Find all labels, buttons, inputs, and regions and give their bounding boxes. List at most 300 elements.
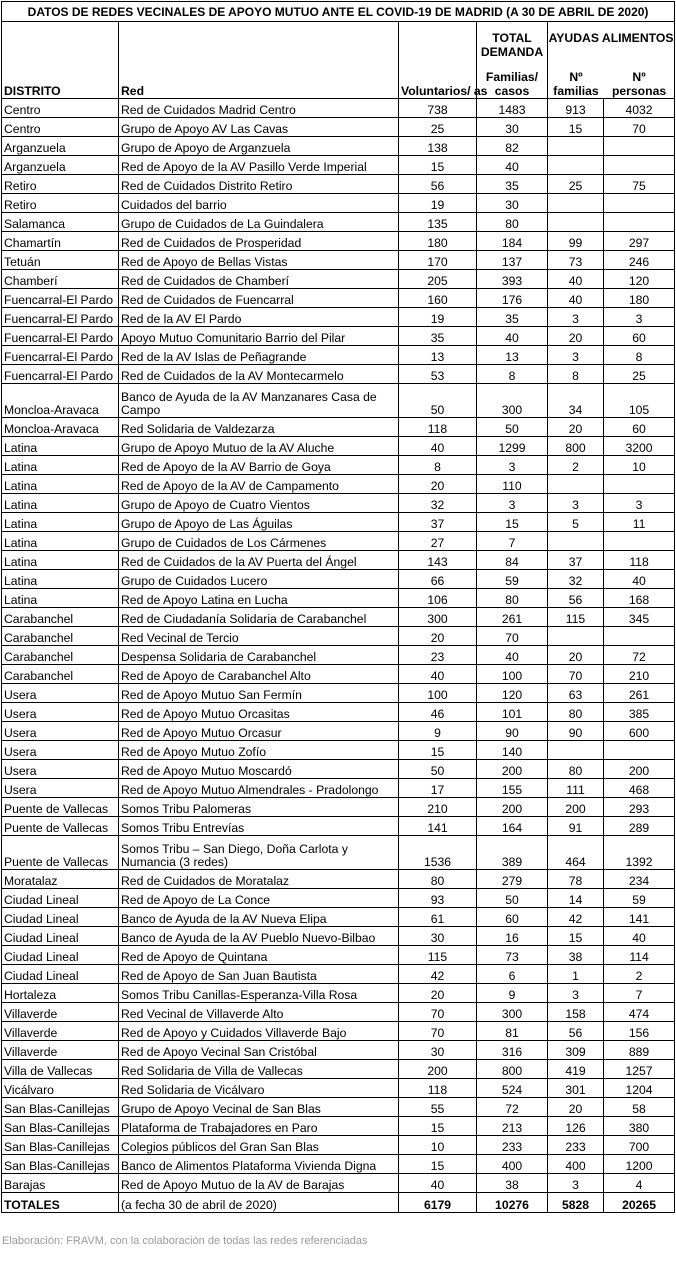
cell-n-personas: 7 (604, 984, 675, 1003)
cell-red: Red de Apoyo de la AV Barrio de Goya (119, 456, 399, 475)
cell-voluntarios: 20 (399, 984, 477, 1003)
cell-distrito: Arganzuela (2, 137, 119, 156)
cell-n-personas (604, 137, 675, 156)
cell-distrito: Moncloa-Aravaca (2, 418, 119, 437)
cell-distrito: Barajas (2, 1174, 119, 1193)
cell-distrito: San Blas-Canillejas (2, 1117, 119, 1136)
cell-n-familias: 400 (548, 1155, 604, 1174)
cell-distrito: Latina (2, 532, 119, 551)
table-row (2, 156, 675, 175)
cell-voluntarios: 37 (399, 513, 477, 532)
header-voluntarios: Voluntarios/ as (399, 22, 477, 99)
cell-distrito: Usera (2, 779, 119, 798)
cell-n-personas: 297 (604, 232, 675, 251)
cell-red: Red de la AV Islas de Peñagrande (119, 346, 399, 365)
cell-red: Red de Cuidados de Prosperidad (119, 232, 399, 251)
cell-voluntarios: 23 (399, 646, 477, 665)
cell-familias-casos: 300 (477, 1003, 548, 1022)
cell-red: Red de la AV El Pardo (119, 308, 399, 327)
table-row (2, 475, 675, 494)
cell-distrito: Carabanchel (2, 627, 119, 646)
cell-familias-casos: 200 (477, 760, 548, 779)
table-row (2, 665, 675, 684)
cell-familias-casos: 137 (477, 251, 548, 270)
cell-n-personas: 120 (604, 270, 675, 289)
cell-n-personas: 1392 (604, 836, 675, 870)
table-row (2, 232, 675, 251)
cell-voluntarios: 70 (399, 1003, 477, 1022)
cell-voluntarios: 13 (399, 346, 477, 365)
cell-distrito: Usera (2, 703, 119, 722)
table-row (2, 532, 675, 551)
cell-n-personas: 141 (604, 908, 675, 927)
cell-familias-casos: 35 (477, 308, 548, 327)
header-distrito: DISTRITO (2, 22, 119, 99)
cell-distrito: Moncloa-Aravaca (2, 384, 119, 418)
cell-n-familias: 3 (548, 494, 604, 513)
cell-n-familias: 200 (548, 798, 604, 817)
cell-n-familias: 913 (548, 99, 604, 118)
table-row (2, 836, 675, 870)
cell-voluntarios: 35 (399, 327, 477, 346)
table-row (2, 1003, 675, 1022)
cell-n-familias (548, 475, 604, 494)
cell-voluntarios: 19 (399, 194, 477, 213)
cell-voluntarios: 15 (399, 741, 477, 760)
cell-red: Red de Apoyo de San Juan Bautista (119, 965, 399, 984)
cell-familias-casos: 9 (477, 984, 548, 1003)
cell-n-personas: 156 (604, 1022, 675, 1041)
table-row (2, 627, 675, 646)
cell-familias-casos: 3 (477, 494, 548, 513)
cell-familias-casos: 73 (477, 946, 548, 965)
cell-red: Red de Apoyo Mutuo Orcasitas (119, 703, 399, 722)
table-row (2, 175, 675, 194)
table-body (2, 99, 675, 1193)
cell-red: Red de Apoyo de La Conce (119, 889, 399, 908)
cell-familias-casos: 279 (477, 870, 548, 889)
header-familias-casos: Familias/ casos (485, 70, 539, 98)
totals-n-personas: 20265 (604, 1193, 675, 1213)
cell-n-familias: 111 (548, 779, 604, 798)
cell-voluntarios: 170 (399, 251, 477, 270)
cell-voluntarios: 9 (399, 722, 477, 741)
cell-distrito: Fuencarral-El Pardo (2, 327, 119, 346)
cell-n-familias: 90 (548, 722, 604, 741)
cell-familias-casos: 72 (477, 1098, 548, 1117)
cell-distrito: Usera (2, 684, 119, 703)
cell-red: Banco de Alimentos Plataforma Vivienda Digna (119, 1155, 399, 1174)
table-row (2, 384, 675, 418)
cell-red: Red Vecinal de Tercio (119, 627, 399, 646)
cell-red: Red de Apoyo de la AV de Campamento (119, 475, 399, 494)
cell-distrito: San Blas-Canillejas (2, 1098, 119, 1117)
cell-n-familias: 800 (548, 437, 604, 456)
cell-n-familias: 3 (548, 308, 604, 327)
cell-voluntarios: 40 (399, 437, 477, 456)
cell-distrito: Vicálvaro (2, 1079, 119, 1098)
cell-familias-casos: 82 (477, 137, 548, 156)
cell-distrito: Centro (2, 99, 119, 118)
cell-familias-casos: 101 (477, 703, 548, 722)
cell-voluntarios: 738 (399, 99, 477, 118)
cell-n-personas: 8 (604, 346, 675, 365)
cell-n-familias: 20 (548, 327, 604, 346)
table-row (2, 1098, 675, 1117)
cell-familias-casos: 38 (477, 1174, 548, 1193)
cell-familias-casos: 30 (477, 194, 548, 213)
cell-distrito: Retiro (2, 194, 119, 213)
cell-red: Grupo de Apoyo de Las Águilas (119, 513, 399, 532)
cell-red: Somos Tribu – San Diego, Doña Carlota y Numancia (3 redes) (119, 836, 399, 870)
table-row (2, 817, 675, 836)
cell-n-familias: 15 (548, 927, 604, 946)
cell-red: Red Solidaria de Valdezarza (119, 418, 399, 437)
totals-note: (a fecha 30 de abril de 2020) (119, 1193, 399, 1213)
header-red: Red (119, 22, 399, 99)
header-ayudas-alimentos-label: AYUDAS ALIMENTOS (548, 31, 674, 45)
cell-n-personas (604, 627, 675, 646)
cell-red: Grupo de Apoyo AV Las Cavas (119, 118, 399, 137)
cell-n-familias: 99 (548, 232, 604, 251)
cell-familias-casos: 50 (477, 889, 548, 908)
cell-n-familias (548, 194, 604, 213)
cell-distrito: Salamanca (2, 213, 119, 232)
cell-red: Red de Ciudadanía Solidaria de Carabanchel (119, 608, 399, 627)
cell-red: Red Vecinal de Villaverde Alto (119, 1003, 399, 1022)
cell-n-personas: 200 (604, 760, 675, 779)
cell-n-personas: 293 (604, 798, 675, 817)
table-row (2, 308, 675, 327)
cell-n-personas: 75 (604, 175, 675, 194)
cell-red: Red de Apoyo de Quintana (119, 946, 399, 965)
cell-n-familias: 56 (548, 1022, 604, 1041)
cell-red: Grupo de Apoyo Vecinal de San Blas (119, 1098, 399, 1117)
cell-n-familias: 63 (548, 684, 604, 703)
table-row (2, 684, 675, 703)
cell-n-personas: 474 (604, 1003, 675, 1022)
cell-voluntarios: 27 (399, 532, 477, 551)
cell-familias-casos: 200 (477, 798, 548, 817)
cell-familias-casos: 30 (477, 118, 548, 137)
cell-n-familias: 37 (548, 551, 604, 570)
cell-n-familias: 3 (548, 346, 604, 365)
cell-n-personas: 3 (604, 494, 675, 513)
cell-familias-casos: 70 (477, 627, 548, 646)
cell-distrito: Chamartín (2, 232, 119, 251)
cell-red: Red de Cuidados de Chamberí (119, 270, 399, 289)
cell-voluntarios: 93 (399, 889, 477, 908)
table-row (2, 798, 675, 817)
header-ayudas-alimentos (548, 22, 675, 99)
cell-voluntarios: 56 (399, 175, 477, 194)
cell-distrito: Villaverde (2, 1022, 119, 1041)
cell-distrito: Usera (2, 722, 119, 741)
cell-voluntarios: 32 (399, 494, 477, 513)
cell-red: Grupo de Apoyo Mutuo de la AV Aluche (119, 437, 399, 456)
table-row (2, 1117, 675, 1136)
cell-red: Banco de Ayuda de la AV Manzanares Casa de Campo (119, 384, 399, 418)
cell-voluntarios: 30 (399, 927, 477, 946)
cell-voluntarios: 1536 (399, 836, 477, 870)
cell-voluntarios: 10 (399, 1136, 477, 1155)
cell-familias-casos: 8 (477, 365, 548, 384)
cell-red: Red de Cuidados de la AV Puerta del Ángel (119, 551, 399, 570)
cell-distrito: Fuencarral-El Pardo (2, 308, 119, 327)
cell-n-familias: 126 (548, 1117, 604, 1136)
table-row (2, 365, 675, 384)
cell-voluntarios: 40 (399, 1174, 477, 1193)
totals-label: TOTALES (2, 1193, 119, 1213)
table-row (2, 1022, 675, 1041)
cell-n-personas: 889 (604, 1041, 675, 1060)
table-row (2, 870, 675, 889)
cell-voluntarios: 200 (399, 1060, 477, 1079)
cell-voluntarios: 118 (399, 418, 477, 437)
cell-voluntarios: 46 (399, 703, 477, 722)
cell-n-familias: 419 (548, 1060, 604, 1079)
cell-familias-casos: 120 (477, 684, 548, 703)
cell-voluntarios: 19 (399, 308, 477, 327)
cell-n-personas: 58 (604, 1098, 675, 1117)
cell-voluntarios: 210 (399, 798, 477, 817)
table-row (2, 1041, 675, 1060)
cell-voluntarios: 138 (399, 137, 477, 156)
table-row (2, 965, 675, 984)
table-row (2, 137, 675, 156)
cell-distrito: Latina (2, 513, 119, 532)
cell-n-personas: 345 (604, 608, 675, 627)
cell-familias-casos: 16 (477, 927, 548, 946)
cell-n-familias: 464 (548, 836, 604, 870)
table-row (2, 589, 675, 608)
cell-n-personas: 40 (604, 570, 675, 589)
cell-n-personas: 180 (604, 289, 675, 308)
cell-n-familias (548, 213, 604, 232)
cell-familias-casos: 176 (477, 289, 548, 308)
totals-n-familias: 5828 (548, 1193, 604, 1213)
cell-red: Somos Tribu Canillas-Esperanza-Villa Rosa (119, 984, 399, 1003)
cell-red: Red de Apoyo Mutuo Orcasur (119, 722, 399, 741)
cell-distrito: Retiro (2, 175, 119, 194)
cell-n-personas: 261 (604, 684, 675, 703)
cell-distrito: Tetuán (2, 251, 119, 270)
cell-red: Banco de Ayuda de la AV Pueblo Nuevo-Bilbao (119, 927, 399, 946)
cell-n-familias: 301 (548, 1079, 604, 1098)
table-row (2, 270, 675, 289)
cell-n-familias: 309 (548, 1041, 604, 1060)
cell-familias-casos: 7 (477, 532, 548, 551)
cell-familias-casos: 90 (477, 722, 548, 741)
cell-distrito: Latina (2, 589, 119, 608)
cell-n-personas: 289 (604, 817, 675, 836)
cell-red: Red Solidaria de Vicálvaro (119, 1079, 399, 1098)
cell-n-familias: 158 (548, 1003, 604, 1022)
caption: Elaboración: FRAVM, con la colaboración de todas las redes referenciadas (2, 1235, 368, 1247)
table-row (2, 1155, 675, 1174)
cell-familias-casos: 400 (477, 1155, 548, 1174)
cell-n-familias: 70 (548, 665, 604, 684)
cell-distrito: Usera (2, 741, 119, 760)
cell-distrito: Carabanchel (2, 646, 119, 665)
cell-voluntarios: 115 (399, 946, 477, 965)
cell-voluntarios: 160 (399, 289, 477, 308)
cell-red: Apoyo Mutuo Comunitario Barrio del Pilar (119, 327, 399, 346)
cell-voluntarios: 118 (399, 1079, 477, 1098)
cell-n-familias: 73 (548, 251, 604, 270)
cell-voluntarios: 100 (399, 684, 477, 703)
cell-voluntarios: 80 (399, 870, 477, 889)
table-row (2, 456, 675, 475)
table-row (2, 437, 675, 456)
table-row (2, 646, 675, 665)
cell-n-personas: 2 (604, 965, 675, 984)
cell-voluntarios: 15 (399, 156, 477, 175)
cell-n-familias: 42 (548, 908, 604, 927)
table-row (2, 908, 675, 927)
cell-familias-casos: 59 (477, 570, 548, 589)
cell-n-familias: 3 (548, 984, 604, 1003)
cell-distrito: Fuencarral-El Pardo (2, 346, 119, 365)
cell-voluntarios: 15 (399, 1155, 477, 1174)
cell-distrito: Hortaleza (2, 984, 119, 1003)
table-row (2, 289, 675, 308)
cell-red: Red de Cuidados de la AV Montecarmelo (119, 365, 399, 384)
cell-red: Red de Apoyo de Carabanchel Alto (119, 665, 399, 684)
cell-familias-casos: 184 (477, 232, 548, 251)
cell-familias-casos: 213 (477, 1117, 548, 1136)
cell-distrito: Puente de Vallecas (2, 817, 119, 836)
cell-n-familias: 15 (548, 118, 604, 137)
cell-n-personas: 1204 (604, 1079, 675, 1098)
cell-n-personas: 385 (604, 703, 675, 722)
table-row (2, 99, 675, 118)
cell-red: Red de Apoyo Mutuo Zofío (119, 741, 399, 760)
table-row (2, 194, 675, 213)
cell-distrito: Fuencarral-El Pardo (2, 365, 119, 384)
cell-voluntarios: 55 (399, 1098, 477, 1117)
cell-familias-casos: 81 (477, 1022, 548, 1041)
cell-voluntarios: 205 (399, 270, 477, 289)
cell-n-familias: 20 (548, 1098, 604, 1117)
cell-n-personas: 234 (604, 870, 675, 889)
totals-voluntarios: 6179 (399, 1193, 477, 1213)
cell-n-personas: 380 (604, 1117, 675, 1136)
cell-familias-casos: 40 (477, 156, 548, 175)
cell-voluntarios: 15 (399, 1117, 477, 1136)
table-row (2, 946, 675, 965)
header-total-demanda (477, 22, 548, 99)
totals-row (2, 1193, 675, 1213)
cell-n-personas: 168 (604, 589, 675, 608)
table-row (2, 1136, 675, 1155)
cell-distrito: San Blas-Canillejas (2, 1155, 119, 1174)
cell-distrito: Latina (2, 437, 119, 456)
cell-n-personas: 210 (604, 665, 675, 684)
cell-n-personas (604, 213, 675, 232)
cell-n-familias: 32 (548, 570, 604, 589)
cell-distrito: Latina (2, 570, 119, 589)
cell-familias-casos: 80 (477, 589, 548, 608)
cell-voluntarios: 106 (399, 589, 477, 608)
cell-distrito: Puente de Vallecas (2, 836, 119, 870)
cell-n-personas (604, 532, 675, 551)
cell-n-familias: 40 (548, 270, 604, 289)
cell-familias-casos: 300 (477, 384, 548, 418)
cell-red: Red de Cuidados Madrid Centro (119, 99, 399, 118)
cell-n-personas (604, 156, 675, 175)
cell-red: Colegios públicos del Gran San Blas (119, 1136, 399, 1155)
cell-red: Despensa Solidaria de Carabanchel (119, 646, 399, 665)
cell-voluntarios: 8 (399, 456, 477, 475)
cell-n-familias (548, 137, 604, 156)
cell-distrito: Moratalaz (2, 870, 119, 889)
cell-red: Plataforma de Trabajadores en Paro (119, 1117, 399, 1136)
table-row (2, 703, 675, 722)
cell-distrito: Villa de Vallecas (2, 1060, 119, 1079)
cell-n-personas: 468 (604, 779, 675, 798)
cell-n-personas: 246 (604, 251, 675, 270)
cell-familias-casos: 84 (477, 551, 548, 570)
cell-n-familias: 25 (548, 175, 604, 194)
table-row (2, 118, 675, 137)
cell-distrito: Ciudad Lineal (2, 965, 119, 984)
cell-distrito: Carabanchel (2, 665, 119, 684)
cell-red: Red de Apoyo Mutuo Moscardó (119, 760, 399, 779)
cell-red: Grupo de Cuidados de La Guindalera (119, 213, 399, 232)
table-row (2, 570, 675, 589)
cell-voluntarios: 40 (399, 665, 477, 684)
cell-familias-casos: 110 (477, 475, 548, 494)
table-title: DATOS DE REDES VECINALES DE APOYO MUTUO ANTE EL COVID-19 DE MADRID (A 30 DE ABRIL DE 2020) (2, 2, 675, 22)
cell-n-familias: 8 (548, 365, 604, 384)
table-row (2, 551, 675, 570)
cell-n-personas: 4 (604, 1174, 675, 1193)
cell-familias-casos: 3 (477, 456, 548, 475)
cell-voluntarios: 50 (399, 760, 477, 779)
cell-n-personas: 25 (604, 365, 675, 384)
cell-n-personas: 1200 (604, 1155, 675, 1174)
cell-familias-casos: 800 (477, 1060, 548, 1079)
cell-red: Grupo de Cuidados Lucero (119, 570, 399, 589)
table-row (2, 1079, 675, 1098)
cell-familias-casos: 60 (477, 908, 548, 927)
cell-distrito: Fuencarral-El Pardo (2, 289, 119, 308)
cell-familias-casos: 316 (477, 1041, 548, 1060)
cell-voluntarios: 66 (399, 570, 477, 589)
cell-n-familias: 56 (548, 589, 604, 608)
cell-familias-casos: 524 (477, 1079, 548, 1098)
cell-red: Red de Apoyo de la AV Pasillo Verde Imperial (119, 156, 399, 175)
cell-distrito: Ciudad Lineal (2, 946, 119, 965)
cell-n-personas: 4032 (604, 99, 675, 118)
cell-n-personas (604, 741, 675, 760)
cell-n-personas: 600 (604, 722, 675, 741)
cell-n-familias: 115 (548, 608, 604, 627)
cell-n-familias (548, 156, 604, 175)
cell-n-familias: 3 (548, 1174, 604, 1193)
table-row (2, 927, 675, 946)
cell-red: Red de Cuidados de Moratalaz (119, 870, 399, 889)
cell-familias-casos: 6 (477, 965, 548, 984)
table-row (2, 760, 675, 779)
cell-voluntarios: 70 (399, 1022, 477, 1041)
cell-red: Grupo de Cuidados de Los Cármenes (119, 532, 399, 551)
cell-red: Banco de Ayuda de la AV Nueva Elipa (119, 908, 399, 927)
cell-n-personas: 114 (604, 946, 675, 965)
cell-familias-casos: 15 (477, 513, 548, 532)
cell-n-personas: 700 (604, 1136, 675, 1155)
